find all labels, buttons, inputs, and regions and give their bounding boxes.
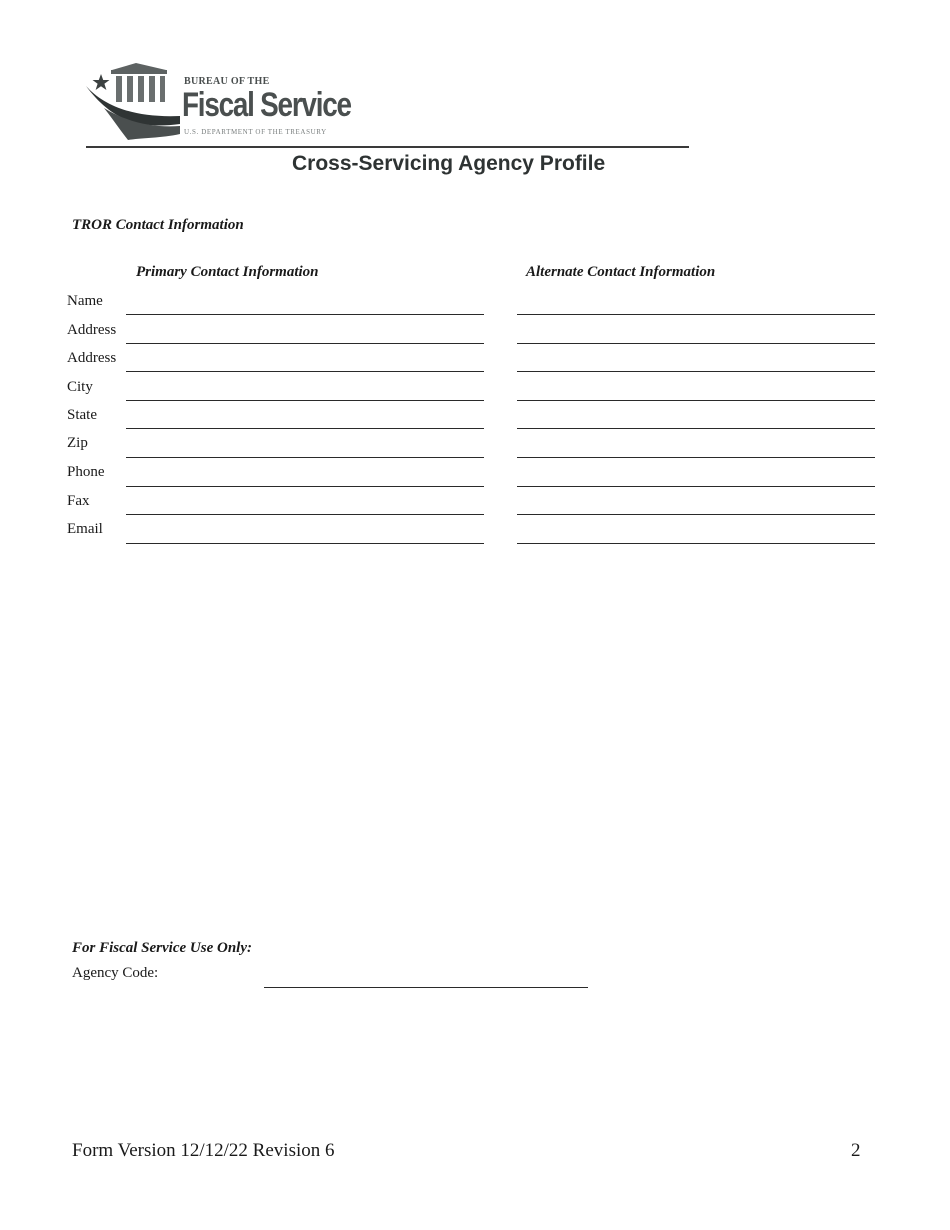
primary-address-field[interactable] <box>126 343 484 344</box>
field-label-state: State <box>67 407 97 423</box>
alternate-email-field[interactable] <box>517 543 875 544</box>
alternate-address-field[interactable] <box>517 343 875 344</box>
primary-name-field[interactable] <box>126 314 484 315</box>
logo-name-text: Fiscal Service <box>182 86 351 124</box>
alternate-phone-field[interactable] <box>517 486 875 487</box>
primary-address-2-field[interactable] <box>126 371 484 372</box>
primary-city-field[interactable] <box>126 400 484 401</box>
alternate-address-2-field[interactable] <box>517 371 875 372</box>
field-label-address-2: Address <box>67 350 117 366</box>
primary-phone-field[interactable] <box>126 486 484 487</box>
agency-code-label: Agency Code: <box>72 965 159 981</box>
field-label-email: Email <box>67 521 103 537</box>
primary-email-field[interactable] <box>126 543 484 544</box>
agency-code-field[interactable] <box>264 987 588 988</box>
alternate-fax-field[interactable] <box>517 514 875 515</box>
primary-state-field[interactable] <box>126 428 484 429</box>
field-label-city: City <box>67 379 93 395</box>
treasury-building-icon <box>84 60 184 144</box>
logo-bureau-text: BUREAU OF THE <box>184 76 270 87</box>
fiscal-service-logo <box>84 60 354 144</box>
alternate-name-field[interactable] <box>517 314 875 315</box>
header-divider <box>86 146 689 148</box>
alternate-city-field[interactable] <box>517 400 875 401</box>
primary-contact-heading: Primary Contact Information <box>136 264 319 280</box>
star-icon <box>93 74 110 90</box>
field-label-name: Name <box>67 293 103 309</box>
form-version: Form Version 12/12/22 Revision 6 <box>72 1140 335 1161</box>
fiscal-use-heading: For Fiscal Service Use Only: <box>72 940 252 956</box>
alternate-state-field[interactable] <box>517 428 875 429</box>
field-label-address: Address <box>67 322 117 338</box>
field-label-fax: Fax <box>67 493 90 509</box>
alternate-contact-heading: Alternate Contact Information <box>526 264 716 280</box>
primary-zip-field[interactable] <box>126 457 484 458</box>
field-label-phone: Phone <box>67 464 105 480</box>
tror-section-heading: TROR Contact Information <box>72 217 244 233</box>
logo-department-text: U.S. DEPARTMENT OF THE TREASURY <box>184 128 327 136</box>
alternate-zip-field[interactable] <box>517 457 875 458</box>
page-title: Cross-Servicing Agency Profile <box>292 152 606 175</box>
page-number: 2 <box>851 1140 861 1161</box>
primary-fax-field[interactable] <box>126 514 484 515</box>
field-label-zip: Zip <box>67 435 88 451</box>
